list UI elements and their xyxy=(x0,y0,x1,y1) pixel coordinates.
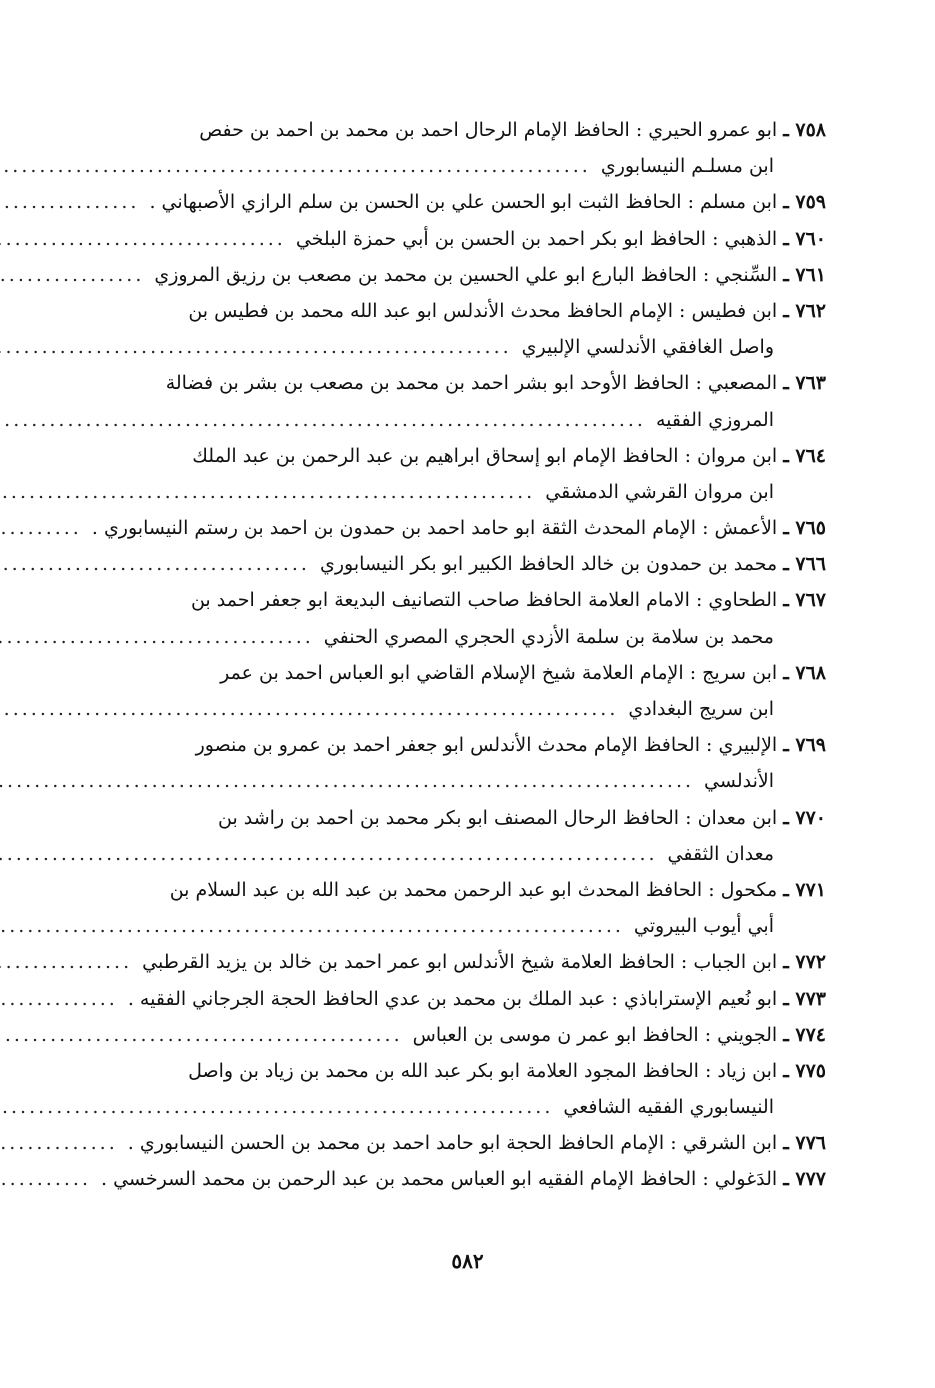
toc-entry-continuation xyxy=(96,148,826,184)
toc-entry xyxy=(96,655,826,691)
entry-number: ٧٦٧ ـ xyxy=(783,589,826,612)
leader-dots xyxy=(0,510,82,546)
leader-dots xyxy=(0,981,118,1017)
toc-entry xyxy=(96,944,826,980)
entry-title: محمد بن سلامة بن سلمة الأزدي الحجري المصري الحنفي xyxy=(323,625,774,648)
entry-number: ٧٧٢ ـ xyxy=(783,951,826,974)
toc-entry-continuation xyxy=(96,908,826,944)
toc-entry xyxy=(96,1053,826,1089)
leader-dots xyxy=(0,402,646,438)
entry-title: ابن الجباب : الحافظ العلامة شيخ الأندلس ابو عمر احمد بن خالد بن يزيد القرطبي xyxy=(142,951,778,974)
toc-entry-continuation xyxy=(96,763,826,799)
toc-entry-continuation xyxy=(96,836,826,872)
toc-entry xyxy=(96,800,826,836)
leader-dots xyxy=(0,619,314,655)
entry-title: ابن معدان : الحافظ الرحال المصنف ابو بكر محمد بن احمد بن راشد بن xyxy=(218,806,778,829)
entry-number: ٧٦٨ ـ xyxy=(783,661,826,684)
entry-title: ابن سريج : الإمام العلامة شيخ الإسلام القاضي ابو العباس احمد بن عمر xyxy=(220,661,778,684)
toc-entry xyxy=(91,510,826,546)
toc-entry-continuation xyxy=(96,619,826,655)
entry-title: الطحاوي : الامام العلامة الحافظ صاحب التصانيف البديعة ابو جعفر احمد بن xyxy=(190,589,778,612)
entry-title: الإلبيري : الحافظ الإمام محدث الأندلس ابو جعفر احمد بن عمرو بن منصور xyxy=(195,734,778,757)
leader-dots xyxy=(0,908,624,944)
leader-dots xyxy=(0,184,139,220)
entry-title: السِّنجي : الحافظ البارع ابو علي الحسين بن محمد بن مصعب بن رزيق المروزي xyxy=(154,263,778,286)
leader-dots xyxy=(0,1161,91,1197)
entry-number: ٧٧١ ـ xyxy=(783,878,826,901)
entry-number: ٧٧٥ ـ xyxy=(783,1059,826,1082)
table-of-contents xyxy=(91,112,826,1198)
toc-entry-continuation xyxy=(96,474,826,510)
toc-entry xyxy=(96,257,826,293)
entry-title: أبي أيوب البيروتي xyxy=(633,915,774,938)
toc-entry xyxy=(96,112,826,148)
leader-dots xyxy=(0,1125,118,1161)
entry-title: الأندلسي xyxy=(704,770,774,793)
toc-entry-continuation xyxy=(96,402,826,438)
toc-entry xyxy=(96,727,826,763)
entry-title: ابن سريج البغدادي xyxy=(628,698,774,720)
toc-entry xyxy=(96,1161,826,1197)
toc-entry xyxy=(96,438,826,474)
entry-title: ابو عمرو الحيري : الحافظ الإمام الرحال احمد بن محمد بن احمد بن حفص xyxy=(199,119,778,141)
leader-dots xyxy=(0,763,694,799)
toc-entry xyxy=(96,221,826,257)
toc-entry xyxy=(96,1017,826,1053)
entry-title: الدَغولي : الحافظ الإمام الفقيه ابو العباس محمد بن عبد الرحمن بن محمد السرخسي . xyxy=(101,1168,778,1191)
entry-number: ٧٧٠ ـ xyxy=(783,806,826,829)
entry-number: ٧٧٦ ـ xyxy=(783,1132,826,1155)
entry-title: ابن مسلم : الحافظ الثبت ابو الحسن علي بن الحسن بن سلم الرازي الأصبهاني . xyxy=(149,191,778,214)
leader-dots xyxy=(0,257,144,293)
toc-entry-continuation xyxy=(96,691,826,727)
toc-entry xyxy=(96,293,826,329)
entry-title: الأعمش : الإمام المحدث الثقة ابو حامد احمد بن حمدون بن احمد بن رستم النيسابوري . xyxy=(91,517,778,540)
entry-number: ٧٦٥ ـ xyxy=(783,517,826,540)
leader-dots xyxy=(0,329,512,365)
entry-title: الذهبي : الحافظ ابو بكر احمد بن الحسن بن أبي حمزة البلخي xyxy=(295,227,778,250)
entry-title: ابن فطيس : الإمام الحافظ محدث الأندلس ابو عبد الله محمد بن فطيس بن xyxy=(188,299,778,322)
entry-number: ٧٦٠ ـ xyxy=(783,227,826,250)
leader-dots xyxy=(0,221,286,257)
toc-entry xyxy=(96,184,826,220)
leader-dots xyxy=(0,474,535,510)
entry-title: ابن الشرقي : الإمام الحافظ الحجة ابو حامد احمد بن محمد بن الحسن النيسابوري . xyxy=(127,1132,778,1155)
entry-title: المروزي الفقيه xyxy=(655,408,774,431)
entry-number: ٧٥٩ ـ xyxy=(783,191,826,214)
entry-number: ٧٦٣ ـ xyxy=(783,372,826,395)
entry-title: ابن مسلـم النيسابوري xyxy=(600,155,774,178)
toc-entry xyxy=(96,582,826,618)
toc-entry-continuation xyxy=(96,329,826,365)
toc-entry xyxy=(96,981,826,1017)
leader-dots xyxy=(0,148,591,184)
entry-number: ٧٦٦ ـ xyxy=(783,553,826,576)
entry-title: ابو نُعيم الإستراباذي : عبد الملك بن محمد بن عدي الحافظ الحجة الجرجاني الفقيه . xyxy=(127,987,778,1010)
toc-entry xyxy=(96,872,826,908)
entry-title: الجويني : الحافظ ابو عمر ن موسى بن العباس xyxy=(412,1023,778,1046)
toc-entry xyxy=(96,1125,826,1161)
leader-dots xyxy=(0,944,132,980)
entry-title: ابن مروان : الحافظ الإمام ابو إسحاق ابراهيم بن عبد الرحمن بن عبد الملك xyxy=(192,444,778,467)
entry-number: ٧٥٨ ـ xyxy=(783,119,826,141)
leader-dots xyxy=(0,691,618,727)
entry-title: معدان الثقفي xyxy=(667,842,774,865)
entry-title: ابن زياد : الحافظ المجود العلامة ابو بكر عبد الله بن محمد بن زياد بن واصل xyxy=(188,1059,778,1082)
toc-entry-continuation xyxy=(96,1089,826,1125)
entry-number: ٧٦٢ ـ xyxy=(783,299,826,322)
entry-title: واصل الغافقي الأندلسي الإلبيري xyxy=(521,336,774,359)
entry-title: محمد بن حمدون بن خالد الحافظ الكبير ابو بكر النيسابوري xyxy=(319,553,778,576)
page-number: ٥٨٢ xyxy=(451,1249,484,1273)
entry-title: النيسابوري الفقيه الشافعي xyxy=(563,1096,774,1119)
leader-dots xyxy=(0,836,658,872)
entry-number: ٧٧٧ ـ xyxy=(783,1168,826,1191)
entry-number: ٧٦٤ ـ xyxy=(783,444,826,467)
entry-number: ٧٦٩ ـ xyxy=(783,734,826,757)
leader-dots xyxy=(0,1089,553,1125)
entry-title: المصعبي : الحافظ الأوحد ابو بشر احمد بن محمد بن مصعب بن بشر بن فضالة xyxy=(165,372,778,395)
toc-entry xyxy=(96,546,826,582)
leader-dots xyxy=(0,546,310,582)
toc-entry xyxy=(96,365,826,401)
entry-number: ٧٧٣ ـ xyxy=(783,987,826,1010)
entry-number: ٧٦١ ـ xyxy=(783,263,826,286)
entry-title: ابن مروان القرشي الدمشقي xyxy=(545,480,774,503)
entry-title: مكحول : الحافظ المحدث ابو عبد الرحمن محمد بن عبد الله بن عبد السلام بن xyxy=(169,878,778,901)
leader-dots xyxy=(0,1017,403,1053)
entry-number: ٧٧٤ ـ xyxy=(783,1023,826,1046)
